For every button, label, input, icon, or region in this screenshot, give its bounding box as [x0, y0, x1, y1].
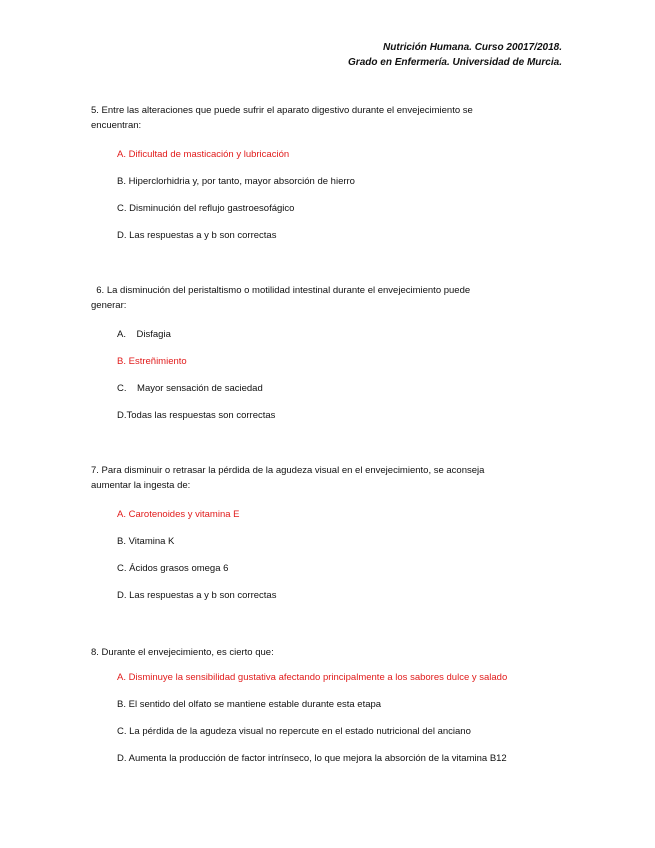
option-a-correct: A. Disminuye la sensibilidad gustativa afectando principalmente a los sabores dulce y salado	[117, 672, 508, 683]
question-8-stem	[91, 645, 561, 660]
option-b: B. Vitamina K	[117, 536, 175, 547]
option-a-correct: A. Carotenoides y vitamina E	[117, 509, 240, 520]
question-stem-line: generar:	[91, 300, 127, 311]
option-d: D. Aumenta la producción de factor intrínseco, lo que mejora la absorción de la vitamina B12	[117, 753, 507, 764]
header-course-line: Nutrición Humana. Curso 20017/2018.	[383, 42, 562, 53]
option-c: C. Disminución del reflujo gastroesofágico	[117, 203, 295, 214]
option-c: C. Ácidos grasos omega 6	[117, 563, 229, 574]
header-degree-line: Grado en Enfermería. Universidad de Murcia.	[348, 57, 562, 68]
question-stem-line: aumentar la ingesta de:	[91, 480, 191, 491]
question-stem-line: 7. Para disminuir o retrasar la pérdida de la agudeza visual en el envejecimiento, se aconseja	[91, 465, 485, 476]
question-stem-line: encuentran:	[91, 120, 142, 131]
option-c: C. Mayor sensación de saciedad	[117, 383, 263, 394]
page-header	[348, 40, 562, 70]
option-d: D.Todas las respuestas son correctas	[117, 410, 276, 421]
question-5-stem	[91, 103, 561, 133]
option-a: A. Disfagia	[117, 329, 171, 340]
option-b-correct: B. Estreñimiento	[117, 356, 187, 367]
question-6-stem	[91, 283, 561, 313]
option-b: B. Hiperclorhidria y, por tanto, mayor absorción de hierro	[117, 176, 355, 187]
option-b: B. El sentido del olfato se mantiene estable durante esta etapa	[117, 699, 382, 710]
question-stem-line: 6. La disminución del peristaltismo o motilidad intestinal durante el envejecimiento puede	[91, 285, 471, 296]
question-stem-line: 5. Entre las alteraciones que puede sufrir el aparato digestivo durante el envejecimiento se	[91, 105, 473, 116]
option-a-correct: A. Dificultad de masticación y lubricación	[117, 149, 290, 160]
question-stem-line: 8. Durante el envejecimiento, es cierto que:	[91, 647, 274, 658]
option-c: C. La pérdida de la agudeza visual no repercute en el estado nutricional del anciano	[117, 726, 471, 737]
question-7-stem	[91, 463, 561, 493]
option-d: D. Las respuestas a y b son correctas	[117, 590, 277, 601]
option-d: D. Las respuestas a y b son correctas	[117, 230, 277, 241]
